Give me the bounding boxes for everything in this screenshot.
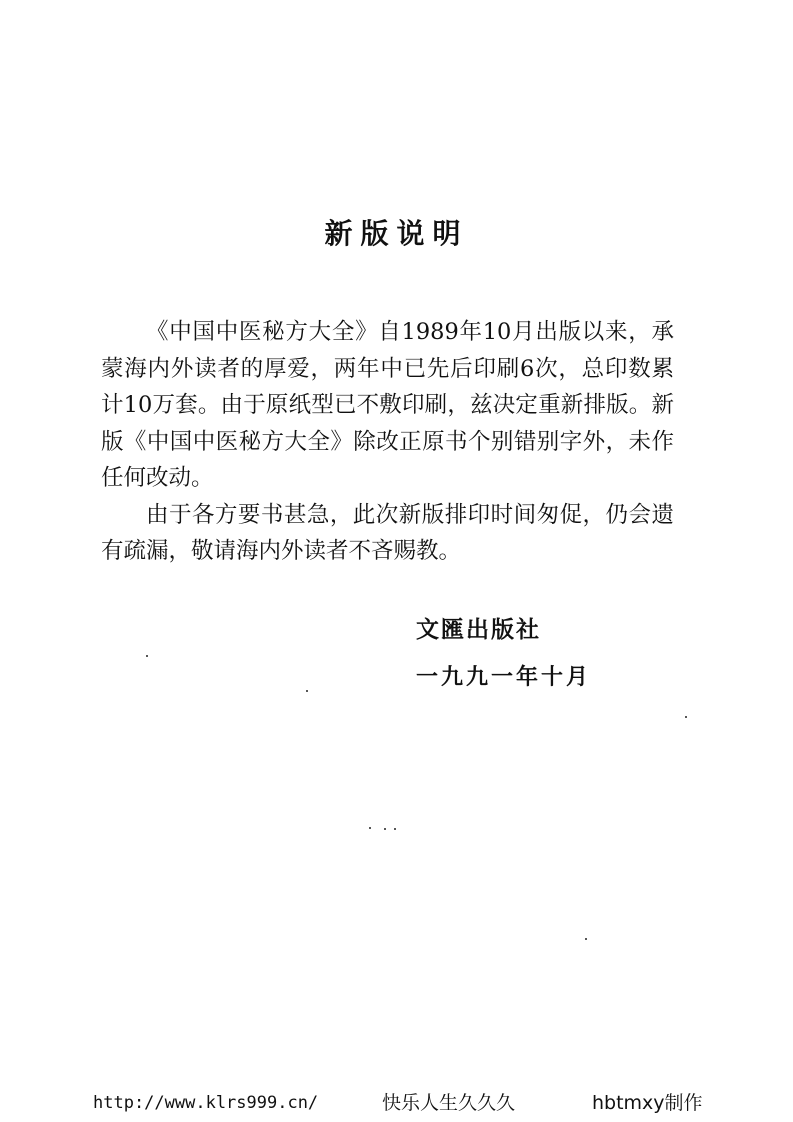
scan-speck xyxy=(146,655,148,657)
scan-speck xyxy=(585,938,587,940)
footer-url-link[interactable]: http://www.klrs999.cn/ xyxy=(93,1093,319,1113)
footer xyxy=(0,1090,793,1116)
footer-credit: hbtmxy制作 xyxy=(592,1092,703,1114)
scan-speck xyxy=(394,828,396,830)
paragraph-apology: 由于各方要书甚急，此次新版排印时间匆促，仍会遗有疏漏，敬请海内外读者不吝赐教。 xyxy=(101,501,674,564)
paragraph-publication-note: 《中国中医秘方大全》自1989年10月出版以来，承蒙海内外读者的厚爱，两年中已先后印刷6次，总印数累计10万套。由于原纸型已不敷印刷，兹决定重新排版。新版《中国中医秘方大全》除改正原书个别错别字外，未作任何改动。 xyxy=(101,319,674,491)
scan-speck xyxy=(369,827,371,829)
publisher-name: 文匯出版社 xyxy=(416,616,541,643)
body-text xyxy=(101,314,674,570)
signature-block xyxy=(416,612,676,695)
publication-date: 一九九一年十月 xyxy=(416,664,592,690)
scan-speck xyxy=(685,716,687,718)
page-title: 新版说明 xyxy=(324,217,469,250)
scan-speck xyxy=(306,690,308,692)
scan-speck xyxy=(384,828,386,830)
footer-site-name: 快乐人生久久久 xyxy=(382,1092,516,1114)
